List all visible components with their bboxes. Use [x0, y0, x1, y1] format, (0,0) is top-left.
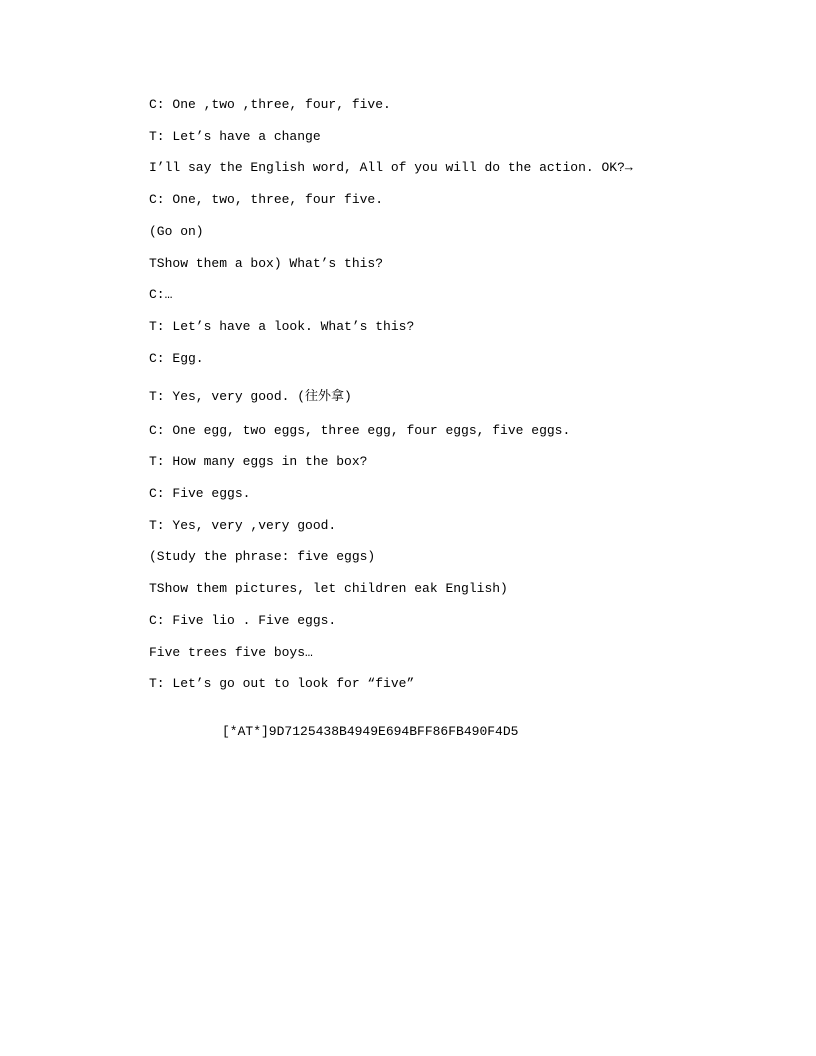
- document-id-code: [*AT*]9D7125438B4949E694BFF86FB490F4D5: [222, 724, 519, 739]
- dialogue-line: C: Egg.: [149, 351, 204, 366]
- dialogue-line: TShow them pictures, let children eak English): [149, 581, 508, 596]
- dialogue-line: T: Yes, very ,very good.: [149, 518, 337, 533]
- dialogue-line: TShow them a box) What’s this?: [149, 256, 384, 271]
- dialogue-line: (Study the phrase: five eggs): [149, 549, 376, 564]
- dialogue-line: T: Let’s go out to look for “five”: [149, 676, 415, 691]
- dialogue-line: C: One, two, three, four five.: [149, 192, 384, 207]
- dialogue-line: C: One ,two ,three, four, five.: [149, 97, 391, 112]
- dialogue-line: C: Five lio . Five eggs.: [149, 613, 337, 628]
- dialogue-line: Five trees five boys…: [149, 645, 313, 660]
- dialogue-line: C: Five eggs.: [149, 486, 251, 501]
- dialogue-line: I’ll say the English word, All of you will do the action. OK?→: [149, 160, 633, 175]
- dialogue-line: T: Let’s have a change: [149, 129, 321, 144]
- dialogue-line: T: Let’s have a look. What’s this?: [149, 319, 415, 334]
- dialogue-line: (Go on): [149, 224, 204, 239]
- dialogue-line: C:…: [149, 287, 173, 302]
- dialogue-line: T: Yes, very good. (往外拿): [149, 389, 352, 404]
- dialogue-line: T: How many eggs in the box?: [149, 454, 368, 469]
- dialogue-line: C: One egg, two eggs, three egg, four eggs, five eggs.: [149, 423, 571, 438]
